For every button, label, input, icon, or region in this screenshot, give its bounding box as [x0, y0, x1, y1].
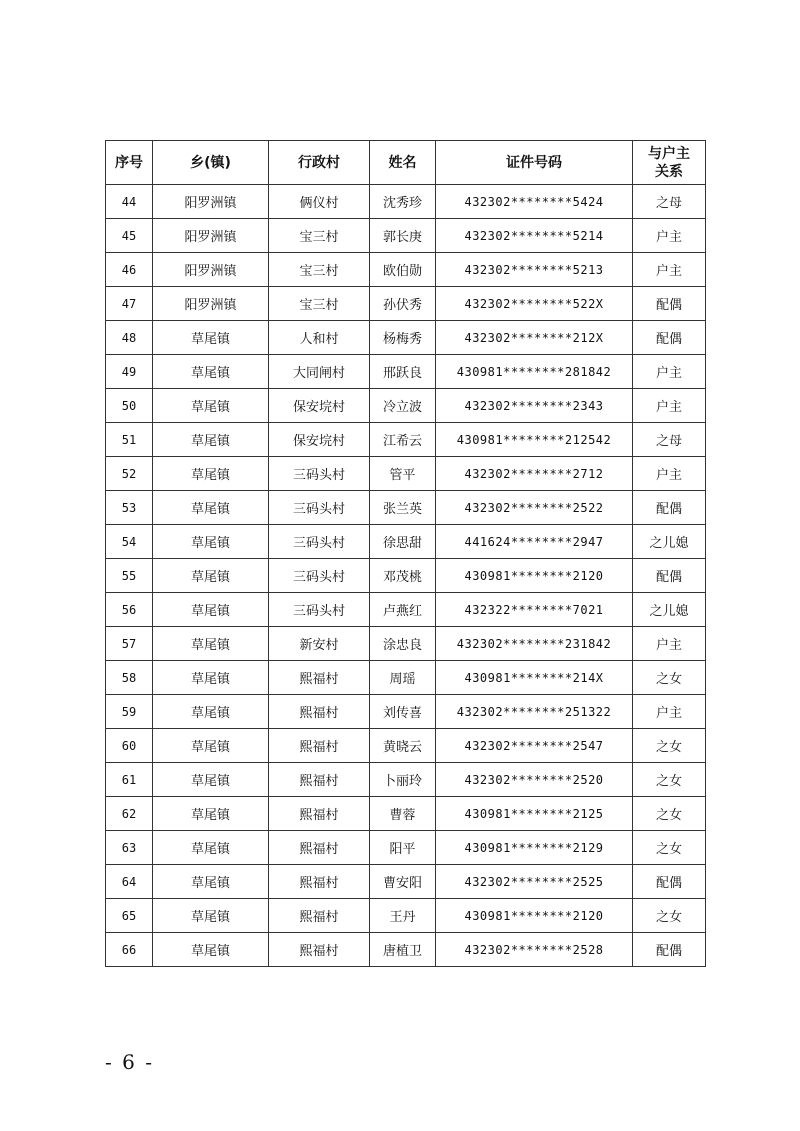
header-relation: 与户主 关系	[633, 141, 706, 185]
table-row	[106, 865, 706, 899]
page-number: - 6 -	[105, 1050, 154, 1074]
id-number-cell: 430981********2120	[436, 899, 633, 933]
table-row	[106, 457, 706, 491]
id-number-cell: 430981********2129	[436, 831, 633, 865]
table-row	[106, 491, 706, 525]
relation-cell: 之女	[633, 763, 706, 797]
seq-cell: 56	[106, 593, 153, 627]
town-cell: 草尾镇	[153, 457, 269, 491]
header-seq: 序号	[106, 141, 153, 185]
table-row	[106, 933, 706, 967]
village-cell: 三码头村	[269, 457, 370, 491]
village-cell: 熙福村	[269, 831, 370, 865]
town-cell: 阳罗洲镇	[153, 287, 269, 321]
id-number-cell: 430981********2120	[436, 559, 633, 593]
relation-cell: 之女	[633, 797, 706, 831]
id-number-cell: 432302********522X	[436, 287, 633, 321]
relation-cell: 户主	[633, 695, 706, 729]
village-cell: 大同闸村	[269, 355, 370, 389]
relation-cell: 户主	[633, 389, 706, 423]
id-number-cell: 432302********231842	[436, 627, 633, 661]
town-cell: 草尾镇	[153, 525, 269, 559]
table-body	[106, 185, 706, 967]
seq-cell: 62	[106, 797, 153, 831]
table-row	[106, 525, 706, 559]
name-cell: 冷立波	[370, 389, 436, 423]
name-cell: 曹蓉	[370, 797, 436, 831]
town-cell: 草尾镇	[153, 729, 269, 763]
id-number-cell: 432302********251322	[436, 695, 633, 729]
village-cell: 熙福村	[269, 661, 370, 695]
seq-cell: 66	[106, 933, 153, 967]
village-cell: 熙福村	[269, 865, 370, 899]
town-cell: 草尾镇	[153, 933, 269, 967]
household-table	[105, 140, 706, 967]
table-row	[106, 763, 706, 797]
relation-cell: 户主	[633, 253, 706, 287]
id-number-cell: 430981********2125	[436, 797, 633, 831]
town-cell: 阳罗洲镇	[153, 219, 269, 253]
seq-cell: 58	[106, 661, 153, 695]
town-cell: 阳罗洲镇	[153, 185, 269, 219]
name-cell: 欧伯勋	[370, 253, 436, 287]
name-cell: 邢跃良	[370, 355, 436, 389]
village-cell: 宝三村	[269, 287, 370, 321]
name-cell: 卢燕红	[370, 593, 436, 627]
id-number-cell: 432302********212X	[436, 321, 633, 355]
relation-cell: 配偶	[633, 559, 706, 593]
town-cell: 草尾镇	[153, 865, 269, 899]
relation-cell: 配偶	[633, 865, 706, 899]
table-row	[106, 831, 706, 865]
header-town: 乡(镇)	[153, 141, 269, 185]
relation-cell: 户主	[633, 219, 706, 253]
seq-cell: 45	[106, 219, 153, 253]
id-number-cell: 430981********212542	[436, 423, 633, 457]
id-number-cell: 441624********2947	[436, 525, 633, 559]
seq-cell: 55	[106, 559, 153, 593]
village-cell: 熙福村	[269, 933, 370, 967]
table-row	[106, 253, 706, 287]
village-cell: 宝三村	[269, 219, 370, 253]
seq-cell: 53	[106, 491, 153, 525]
name-cell: 周瑶	[370, 661, 436, 695]
table-row	[106, 287, 706, 321]
seq-cell: 48	[106, 321, 153, 355]
seq-cell: 46	[106, 253, 153, 287]
id-number-cell: 432302********2528	[436, 933, 633, 967]
table-row	[106, 661, 706, 695]
seq-cell: 57	[106, 627, 153, 661]
table-row	[106, 797, 706, 831]
town-cell: 草尾镇	[153, 321, 269, 355]
village-cell: 三码头村	[269, 491, 370, 525]
village-cell: 三码头村	[269, 525, 370, 559]
relation-cell: 之女	[633, 831, 706, 865]
town-cell: 草尾镇	[153, 831, 269, 865]
table-row	[106, 627, 706, 661]
relation-cell: 户主	[633, 457, 706, 491]
name-cell: 孙伏秀	[370, 287, 436, 321]
id-number-cell: 432302********2547	[436, 729, 633, 763]
village-cell: 熙福村	[269, 763, 370, 797]
name-cell: 王丹	[370, 899, 436, 933]
town-cell: 草尾镇	[153, 797, 269, 831]
village-cell: 熙福村	[269, 695, 370, 729]
name-cell: 唐植卫	[370, 933, 436, 967]
relation-cell: 之儿媳	[633, 593, 706, 627]
table-row	[106, 593, 706, 627]
seq-cell: 54	[106, 525, 153, 559]
name-cell: 刘传喜	[370, 695, 436, 729]
village-cell: 三码头村	[269, 559, 370, 593]
village-cell: 熙福村	[269, 797, 370, 831]
table-row	[106, 899, 706, 933]
table-row	[106, 321, 706, 355]
village-cell: 保安垸村	[269, 423, 370, 457]
id-number-cell: 432302********2520	[436, 763, 633, 797]
seq-cell: 47	[106, 287, 153, 321]
town-cell: 草尾镇	[153, 661, 269, 695]
name-cell: 阳平	[370, 831, 436, 865]
village-cell: 俩仪村	[269, 185, 370, 219]
name-cell: 杨梅秀	[370, 321, 436, 355]
id-number-cell: 432302********5424	[436, 185, 633, 219]
name-cell: 涂忠良	[370, 627, 436, 661]
relation-cell: 之女	[633, 661, 706, 695]
town-cell: 草尾镇	[153, 899, 269, 933]
town-cell: 草尾镇	[153, 763, 269, 797]
seq-cell: 61	[106, 763, 153, 797]
id-number-cell: 432302********2525	[436, 865, 633, 899]
name-cell: 江希云	[370, 423, 436, 457]
town-cell: 草尾镇	[153, 355, 269, 389]
header-name: 姓名	[370, 141, 436, 185]
table-header-row	[106, 141, 706, 185]
id-number-cell: 430981********281842	[436, 355, 633, 389]
id-number-cell: 432302********5214	[436, 219, 633, 253]
table-row	[106, 355, 706, 389]
town-cell: 草尾镇	[153, 559, 269, 593]
relation-cell: 配偶	[633, 933, 706, 967]
town-cell: 草尾镇	[153, 627, 269, 661]
id-number-cell: 432302********5213	[436, 253, 633, 287]
id-number-cell: 430981********214X	[436, 661, 633, 695]
seq-cell: 50	[106, 389, 153, 423]
town-cell: 阳罗洲镇	[153, 253, 269, 287]
relation-cell: 之母	[633, 185, 706, 219]
seq-cell: 60	[106, 729, 153, 763]
name-cell: 沈秀珍	[370, 185, 436, 219]
relation-cell: 配偶	[633, 491, 706, 525]
seq-cell: 59	[106, 695, 153, 729]
name-cell: 卜丽玲	[370, 763, 436, 797]
table-row	[106, 559, 706, 593]
header-id-number: 证件号码	[436, 141, 633, 185]
town-cell: 草尾镇	[153, 593, 269, 627]
name-cell: 邓茂桃	[370, 559, 436, 593]
village-cell: 熙福村	[269, 899, 370, 933]
seq-cell: 44	[106, 185, 153, 219]
table-row	[106, 729, 706, 763]
village-cell: 新安村	[269, 627, 370, 661]
table-row	[106, 695, 706, 729]
relation-cell: 户主	[633, 627, 706, 661]
seq-cell: 52	[106, 457, 153, 491]
seq-cell: 51	[106, 423, 153, 457]
town-cell: 草尾镇	[153, 695, 269, 729]
seq-cell: 63	[106, 831, 153, 865]
name-cell: 管平	[370, 457, 436, 491]
relation-cell: 配偶	[633, 321, 706, 355]
seq-cell: 49	[106, 355, 153, 389]
village-cell: 熙福村	[269, 729, 370, 763]
village-cell: 宝三村	[269, 253, 370, 287]
id-number-cell: 432302********2712	[436, 457, 633, 491]
header-village: 行政村	[269, 141, 370, 185]
relation-cell: 配偶	[633, 287, 706, 321]
id-number-cell: 432302********2522	[436, 491, 633, 525]
relation-cell: 之儿媳	[633, 525, 706, 559]
town-cell: 草尾镇	[153, 491, 269, 525]
id-number-cell: 432302********2343	[436, 389, 633, 423]
table-row	[106, 389, 706, 423]
name-cell: 郭长庚	[370, 219, 436, 253]
name-cell: 黄晓云	[370, 729, 436, 763]
table-row	[106, 219, 706, 253]
village-cell: 三码头村	[269, 593, 370, 627]
town-cell: 草尾镇	[153, 423, 269, 457]
name-cell: 徐思甜	[370, 525, 436, 559]
seq-cell: 64	[106, 865, 153, 899]
town-cell: 草尾镇	[153, 389, 269, 423]
name-cell: 曹安阳	[370, 865, 436, 899]
relation-cell: 之女	[633, 899, 706, 933]
name-cell: 张兰英	[370, 491, 436, 525]
table-row	[106, 185, 706, 219]
village-cell: 人和村	[269, 321, 370, 355]
id-number-cell: 432322********7021	[436, 593, 633, 627]
seq-cell: 65	[106, 899, 153, 933]
relation-cell: 之女	[633, 729, 706, 763]
relation-cell: 之母	[633, 423, 706, 457]
village-cell: 保安垸村	[269, 389, 370, 423]
table-row	[106, 423, 706, 457]
relation-cell: 户主	[633, 355, 706, 389]
